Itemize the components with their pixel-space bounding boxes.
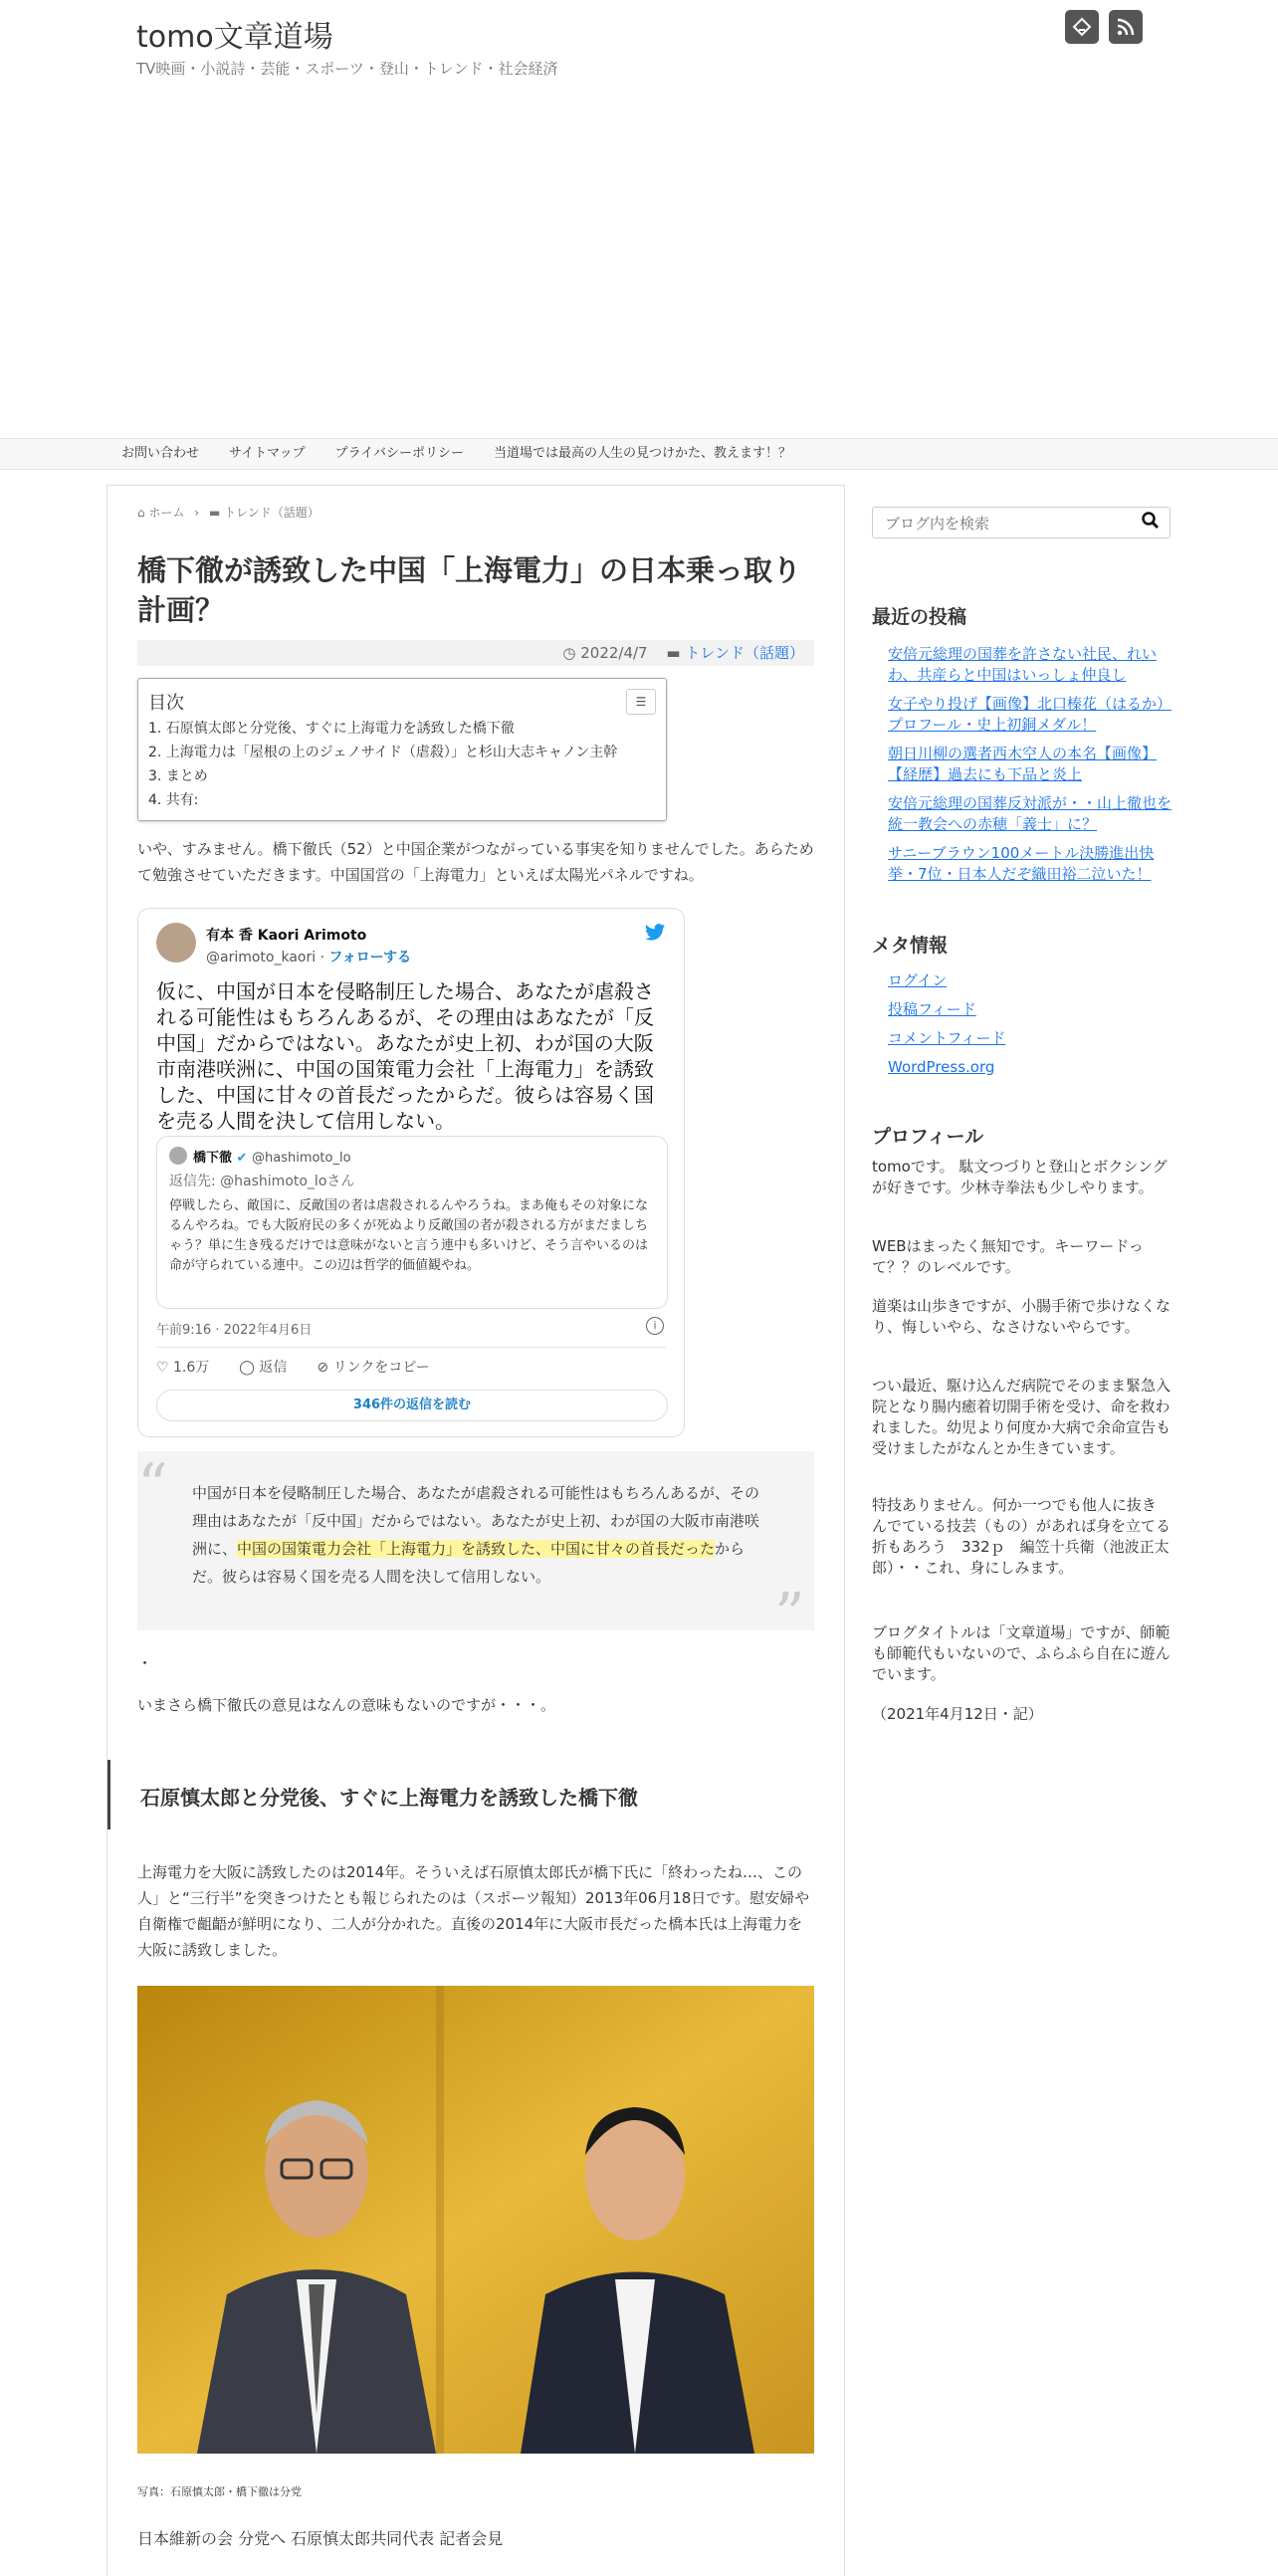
global-nav (0, 438, 1278, 470)
list-item (888, 843, 1172, 885)
profile-text: 道楽は山歩きですが、小腸手術で歩けなくなり、悔しいやら、なさけないやらです。 (872, 1297, 1172, 1336)
close-quote-icon: ” (774, 1581, 805, 1650)
toc-title: 目次 (148, 693, 184, 714)
meta-link-login[interactable]: ログイン (888, 971, 948, 989)
reply-button[interactable] (239, 1357, 287, 1377)
list-item (888, 1057, 1172, 1078)
highlighted-text: 中国の国策電力会社「上海電力」を誘致した、中国に甘々の首長だった (237, 1540, 716, 1558)
meta-link-comments-feed[interactable]: コメントフィード (888, 1029, 1006, 1047)
verified-icon: ✔ (236, 1151, 248, 1166)
paragraph: いまさら橋下徹氏の意見はなんの意味もないのですが・・・。 (137, 1696, 556, 1714)
copy-link-label: リンクをコピー (332, 1360, 430, 1376)
rss-icon[interactable] (1109, 10, 1143, 44)
meta-title: メタ情報 (872, 935, 949, 957)
twitter-bird-icon[interactable] (644, 923, 666, 949)
photo-caption: 写真：石原慎太郎・橋下徹は分党 (137, 2485, 302, 2498)
tweet-handle[interactable]: @arimoto_kaori (206, 950, 317, 966)
post-title: 橋下徹が誘致した中国「上海電力」の日本乗っ取り計画？ (137, 553, 802, 627)
photo-two-men (137, 1986, 814, 2454)
site-description: TV映画・小説詩・芸能・スポーツ・登山・トレンド・社会経済 (136, 60, 558, 78)
toc-item[interactable]: 4. 共有: (148, 792, 199, 808)
list-item (888, 793, 1172, 835)
recent-post-link[interactable]: 安倍元総理の国葬を許さない社民、れいわ、共産らと中国はいっしょ仲良し (888, 645, 1158, 684)
search-box (872, 507, 1171, 538)
toc-item[interactable]: 1. 石原慎太郎と分党後、すぐに上海電力を誘致した橋下徹 (148, 721, 515, 737)
breadcrumb (137, 504, 320, 521)
post-date: 2022/4/7 (580, 644, 648, 662)
embedded-tweet (137, 908, 685, 1437)
recent-posts-title: 最近の投稿 (872, 606, 967, 628)
tweet-text: 仮に、中国が日本を侵略制圧した場合、あなたが虐殺される可能性はもちろんあるが、その理由はあなたが「反中国」だからではない。あなたが史上初、わが国の大阪市南港咲洲に、中国の国策電力会社「上海電力」を誘致した、中国に甘々の首長だったからだ。彼らは容易く国を売る人間を決して信用しない。 (156, 979, 654, 1133)
list-item (888, 970, 1172, 991)
follow-button[interactable]: フォローする (328, 950, 412, 966)
profile-date: （2021年4月12日・記） (872, 1705, 1043, 1723)
list-item (888, 744, 1172, 785)
copy-link-button[interactable] (317, 1357, 429, 1377)
recent-post-link[interactable]: 朝日川柳の選者西木空人の本名【画像】【経歴】過去にも下品と炎上 (888, 745, 1158, 783)
tweet-author-handle (206, 947, 411, 966)
nav-item-contact[interactable]: お問い合わせ (121, 446, 200, 461)
list-item (888, 999, 1172, 1020)
avatar[interactable] (156, 923, 196, 963)
info-icon[interactable]: i (646, 1317, 664, 1335)
profile-text: tomoです。 駄文つづりと登山とボクシングが好きです。少林寺拳法も少しやります。 (872, 1158, 1168, 1196)
post-meta (137, 640, 814, 666)
paragraph: 日本維新の会 分党へ 石原慎太郎共同代表 記者会見 (137, 2529, 504, 2548)
quoted-tweet-text: 停戦したら、敵国に、反敵国の者は虐殺されるんやろうね。まあ俺もその対象になるんやろね。でも大阪府民の多くが死ぬより反敵国の者が殺される方がまだましちゃう？単に生き残るだけでは意味がないと言う連中も多いけど、そう言やいるのは命が守られている連中。この辺は哲学的価値観やね。 (169, 1198, 649, 1273)
header-icons (1065, 10, 1143, 44)
search-icon[interactable] (1142, 512, 1160, 535)
open-quote-icon: “ (137, 1451, 168, 1521)
blockquote-text-post: からだ。彼らは容易く国を売る人間を決して信用しない。 (192, 1540, 746, 1586)
profile-text: ブログタイトルは「文章道場」ですが、師範も師範代もいないので、ふらふら自在に遊んでいます。 (872, 1623, 1171, 1683)
intro-paragraph: いや、すみません。橋下徹氏（52）と中国企業がつながっている事実を知りませんでした。あらためて勉強させていただきます。中国国営の「上海電力」といえば太陽光パネルですね。 (137, 840, 814, 884)
nav-item-sitemap[interactable]: サイトマップ (229, 446, 306, 461)
recent-post-link[interactable]: 女子やり投げ【画像】北口榛花（はるか）プロフール・史上初銅メダル！ (888, 695, 1172, 734)
tweet-actions (156, 1357, 430, 1377)
article-photo (137, 1986, 814, 2454)
recent-post-link[interactable]: 安倍元総理の国葬反対派が・・山上徹也を統一教会への赤穂「義士」に？ (888, 794, 1172, 833)
tweet-author-name[interactable]: 有本 香 Kaori Arimoto (206, 928, 367, 944)
table-of-contents (137, 678, 667, 821)
meta-link-wordpress[interactable]: WordPress.org (888, 1058, 995, 1076)
profile-text: WEBはまったく無知です。キーワードって？？のレベルです。 (872, 1237, 1144, 1276)
link-icon: ⊘ (317, 1360, 329, 1376)
reply-label: 返信 (259, 1360, 288, 1376)
quoted-author-handle: @hashimoto_lo (251, 1151, 351, 1166)
tweet-handle-dot: · (316, 950, 329, 966)
section-heading (107, 1760, 845, 1829)
list-item (888, 694, 1172, 736)
post-category-link[interactable]: トレンド（話題） (685, 644, 804, 662)
divider (156, 1347, 666, 1348)
blockquote-text (192, 1479, 759, 1591)
folder-icon: ▬ (208, 506, 221, 520)
read-replies-button[interactable]: 346件の返信を読む (156, 1390, 668, 1421)
heart-icon: ♡ (156, 1360, 169, 1376)
like-button[interactable] (156, 1357, 209, 1377)
avatar (169, 1147, 187, 1165)
nav-item-about[interactable]: 当道場では最高の人生の見つけかた、教えます！？ (493, 446, 791, 461)
meta-list (888, 970, 1172, 1086)
speech-bubble-icon: ◯ (239, 1360, 255, 1376)
section-heading-text: 石原慎太郎と分党後、すぐに上海電力を誘致した橋下徹 (140, 1786, 638, 1810)
toc-list (148, 717, 617, 812)
quoted-reply-to: 返信先: @hashimoto_loさん (169, 1174, 355, 1189)
paragraph: 上海電力を大阪に誘致したのは2014年。そういえば石原慎太郎氏が橋下氏に「終わったね…、この人」と“三行半”を突きつけたとも報じられたのは（スポーツ報知）2013年06月18日です。慰安婦や自衛権で齟齬が鮮明になり、二人が分かれた。直後の2014年に大阪市長だった橋本氏は上海電力を大阪に誘致しました。 (137, 1863, 810, 1959)
like-count: 1.6万 (173, 1360, 210, 1376)
breadcrumb-separator: › (194, 506, 200, 520)
quoted-tweet[interactable] (156, 1136, 668, 1309)
list-item (888, 644, 1172, 686)
toc-item[interactable]: 3. まとめ (148, 768, 208, 784)
search-input[interactable] (883, 514, 1136, 534)
recent-posts-list (888, 644, 1172, 893)
folder-icon: ▬ (666, 644, 681, 662)
profile-text: つい最近、駆け込んだ病院でそのまま緊急入院となり腸内癒着切開手術を受け、命を救われました。幼児より何度か大病で余命宣告も受けましたがなんとか生きています。 (872, 1377, 1172, 1457)
breadcrumb-home[interactable]: ホーム (148, 506, 185, 520)
home-icon: ⌂ (137, 506, 145, 520)
dot-paragraph: ・ (137, 1654, 153, 1672)
toc-toggle-icon[interactable]: ☰ (626, 689, 656, 715)
blockquote (137, 1451, 814, 1650)
blockquote-text-pre: 中国が日本を侵略制圧した場合、あなたが虐殺される可能性はもちろんあるが、その理由はあなたが「反中国」だからではない。あなたが史上初、わが国の大阪市南港咲洲に、 (192, 1484, 760, 1558)
site-title[interactable]: tomo文章道場 (136, 20, 333, 55)
site-header (0, 0, 1278, 438)
recent-post-link[interactable]: サニーブラウン100メートル決勝進出快挙・7位・日本人だぞ織田裕二泣いた！ (888, 844, 1155, 883)
quoted-author (193, 1147, 351, 1166)
tweet-timestamp[interactable]: 午前9:16 · 2022年4月6日 (156, 1323, 313, 1338)
meta-link-feed[interactable]: 投稿フィード (888, 1000, 976, 1018)
nav-item-privacy[interactable]: プライバシーポリシー (334, 446, 464, 461)
profile-title: プロフィール (872, 1126, 984, 1148)
feedly-icon[interactable] (1065, 10, 1099, 44)
quoted-author-name: 橋下徹 (193, 1151, 233, 1166)
list-item (888, 1028, 1172, 1049)
main-content (106, 485, 845, 2576)
clock-icon: ◷ (562, 644, 576, 662)
toc-item[interactable]: 2. 上海電力は「屋根の上のジェノサイド（虐殺）」と杉山大志キャノン主幹 (148, 745, 618, 760)
breadcrumb-category[interactable]: トレンド（話題） (224, 506, 320, 520)
profile-text: 特技ありません。何か一つでも他人に抜きんでている技芸（もの）があれば身を立てる折もあろう 332ｐ 編笠十兵衛（池波正太郎）・・これ、身にしみます。 (872, 1496, 1172, 1577)
